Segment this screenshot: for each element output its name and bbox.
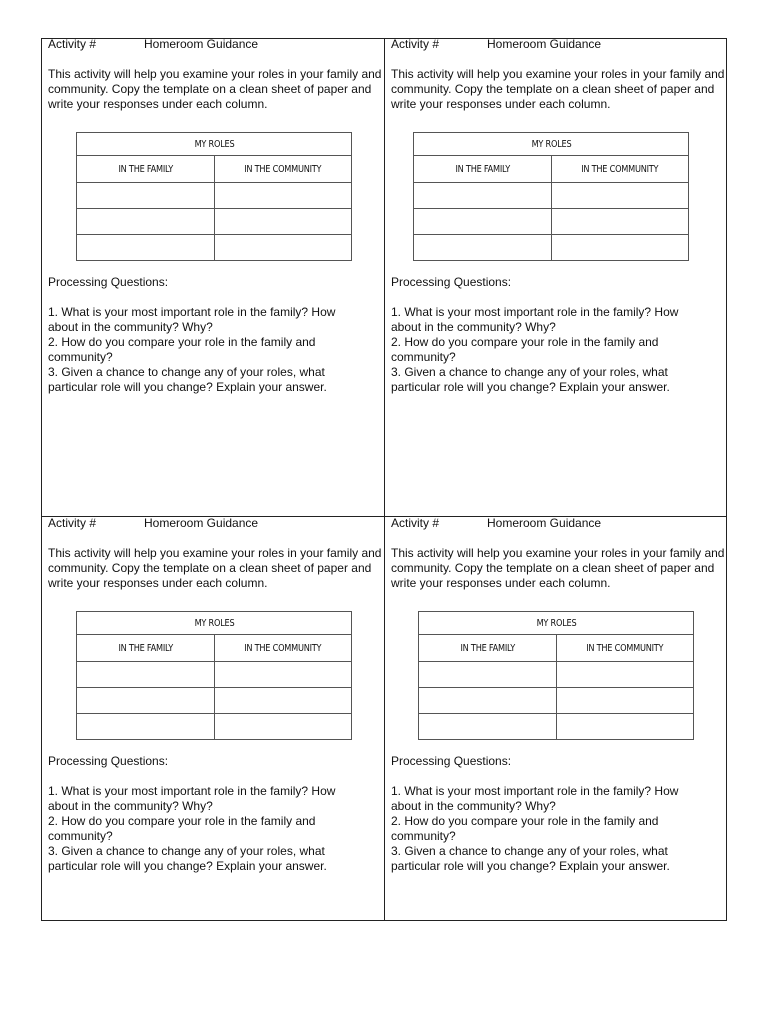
- table-cell: [77, 183, 215, 209]
- column-header-community: IN THE COMMUNITY: [563, 156, 676, 183]
- processing-questions-heading: Processing Questions:: [48, 754, 169, 768]
- table-cell: [77, 714, 215, 740]
- question-item: 2. How do you compare your role in the family and community?: [48, 814, 316, 843]
- table-row: [77, 183, 352, 209]
- table-cell: [214, 209, 352, 235]
- question-item: 3. Given a chance to change any of your roles, what particular role will you change? Explain your answer.: [391, 365, 670, 394]
- table-cell: [414, 209, 552, 235]
- activity-instructions: This activity will help you examine your roles in your family and community. Copy the template on a clean sheet of paper and write your responses under each column.: [48, 67, 382, 111]
- table-cell: [556, 688, 694, 714]
- question-item: 1. What is your most important role in the family? How about in the community? Why?: [391, 784, 679, 813]
- card-header: [391, 516, 602, 531]
- table-row: [414, 209, 689, 235]
- subject-title: Homeroom Guidance: [144, 516, 259, 530]
- question-item: 3. Given a chance to change any of your roles, what particular role will you change? Explain your answer.: [48, 365, 327, 394]
- table-row: [414, 183, 689, 209]
- table-cell: [414, 235, 552, 261]
- processing-questions-heading: Processing Questions:: [48, 275, 169, 289]
- roles-table-title: MY ROLES: [443, 612, 669, 635]
- column-header-community: IN THE COMMUNITY: [226, 156, 339, 183]
- question-item: 2. How do you compare your role in the family and community?: [391, 335, 659, 364]
- roles-table-title: MY ROLES: [438, 133, 664, 156]
- activity-number-label: Activity #: [391, 37, 440, 51]
- table-cell: [556, 662, 694, 688]
- table-cell: [77, 688, 215, 714]
- table-cell: [419, 714, 557, 740]
- activity-instructions: This activity will help you examine your roles in your family and community. Copy the template on a clean sheet of paper and write your responses under each column.: [48, 546, 382, 590]
- question-item: 3. Given a chance to change any of your roles, what particular role will you change? Explain your answer.: [48, 844, 327, 873]
- processing-questions-heading: Processing Questions:: [391, 275, 512, 289]
- table-row: [77, 714, 352, 740]
- table-row: [419, 688, 694, 714]
- processing-questions-list: [48, 305, 368, 395]
- table-cell: [414, 183, 552, 209]
- table-cell: [551, 183, 689, 209]
- column-header-family: IN THE FAMILY: [426, 156, 539, 183]
- processing-questions-heading: Processing Questions:: [391, 754, 512, 768]
- table-row: [77, 235, 352, 261]
- activity-number-label: Activity #: [48, 516, 97, 530]
- table-row: [77, 662, 352, 688]
- roles-table-title: MY ROLES: [101, 133, 327, 156]
- question-item: 1. What is your most important role in the family? How about in the community? Why?: [391, 305, 679, 334]
- table-row: [77, 688, 352, 714]
- activity-number-label: Activity #: [48, 37, 97, 51]
- table-row: [419, 662, 694, 688]
- my-roles-table: [76, 611, 352, 740]
- processing-questions-list: [391, 305, 711, 395]
- my-roles-table: [413, 132, 689, 261]
- table-cell: [419, 688, 557, 714]
- table-cell: [214, 662, 352, 688]
- table-cell: [214, 714, 352, 740]
- activity-number-label: Activity #: [391, 516, 440, 530]
- table-cell: [77, 209, 215, 235]
- processing-questions-list: [391, 784, 711, 874]
- subject-title: Homeroom Guidance: [487, 37, 602, 51]
- column-header-family: IN THE FAMILY: [89, 156, 202, 183]
- table-cell: [214, 235, 352, 261]
- column-header-family: IN THE FAMILY: [431, 635, 544, 662]
- question-item: 2. How do you compare your role in the family and community?: [391, 814, 659, 843]
- activity-instructions: This activity will help you examine your roles in your family and community. Copy the template on a clean sheet of paper and write your responses under each column.: [391, 546, 725, 590]
- table-cell: [214, 183, 352, 209]
- subject-title: Homeroom Guidance: [487, 516, 602, 530]
- my-roles-table: [418, 611, 694, 740]
- table-cell: [556, 714, 694, 740]
- table-cell: [551, 235, 689, 261]
- table-cell: [214, 688, 352, 714]
- subject-title: Homeroom Guidance: [144, 37, 259, 51]
- processing-questions-list: [48, 784, 368, 874]
- roles-table-title: MY ROLES: [101, 612, 327, 635]
- table-row: [419, 714, 694, 740]
- table-cell: [77, 662, 215, 688]
- question-item: 2. How do you compare your role in the family and community?: [48, 335, 316, 364]
- vertical-divider: [384, 39, 385, 920]
- column-header-community: IN THE COMMUNITY: [568, 635, 681, 662]
- question-item: 1. What is your most important role in the family? How about in the community? Why?: [48, 305, 336, 334]
- activity-instructions: This activity will help you examine your roles in your family and community. Copy the template on a clean sheet of paper and write your responses under each column.: [391, 67, 725, 111]
- question-item: 1. What is your most important role in the family? How about in the community? Why?: [48, 784, 336, 813]
- question-item: 3. Given a chance to change any of your roles, what particular role will you change? Explain your answer.: [391, 844, 670, 873]
- table-cell: [77, 235, 215, 261]
- table-cell: [419, 662, 557, 688]
- my-roles-table: [76, 132, 352, 261]
- card-header: [391, 37, 602, 52]
- column-header-community: IN THE COMMUNITY: [226, 635, 339, 662]
- table-cell: [551, 209, 689, 235]
- table-row: [414, 235, 689, 261]
- column-header-family: IN THE FAMILY: [89, 635, 202, 662]
- card-header: [48, 516, 259, 531]
- card-header: [48, 37, 259, 52]
- table-row: [77, 209, 352, 235]
